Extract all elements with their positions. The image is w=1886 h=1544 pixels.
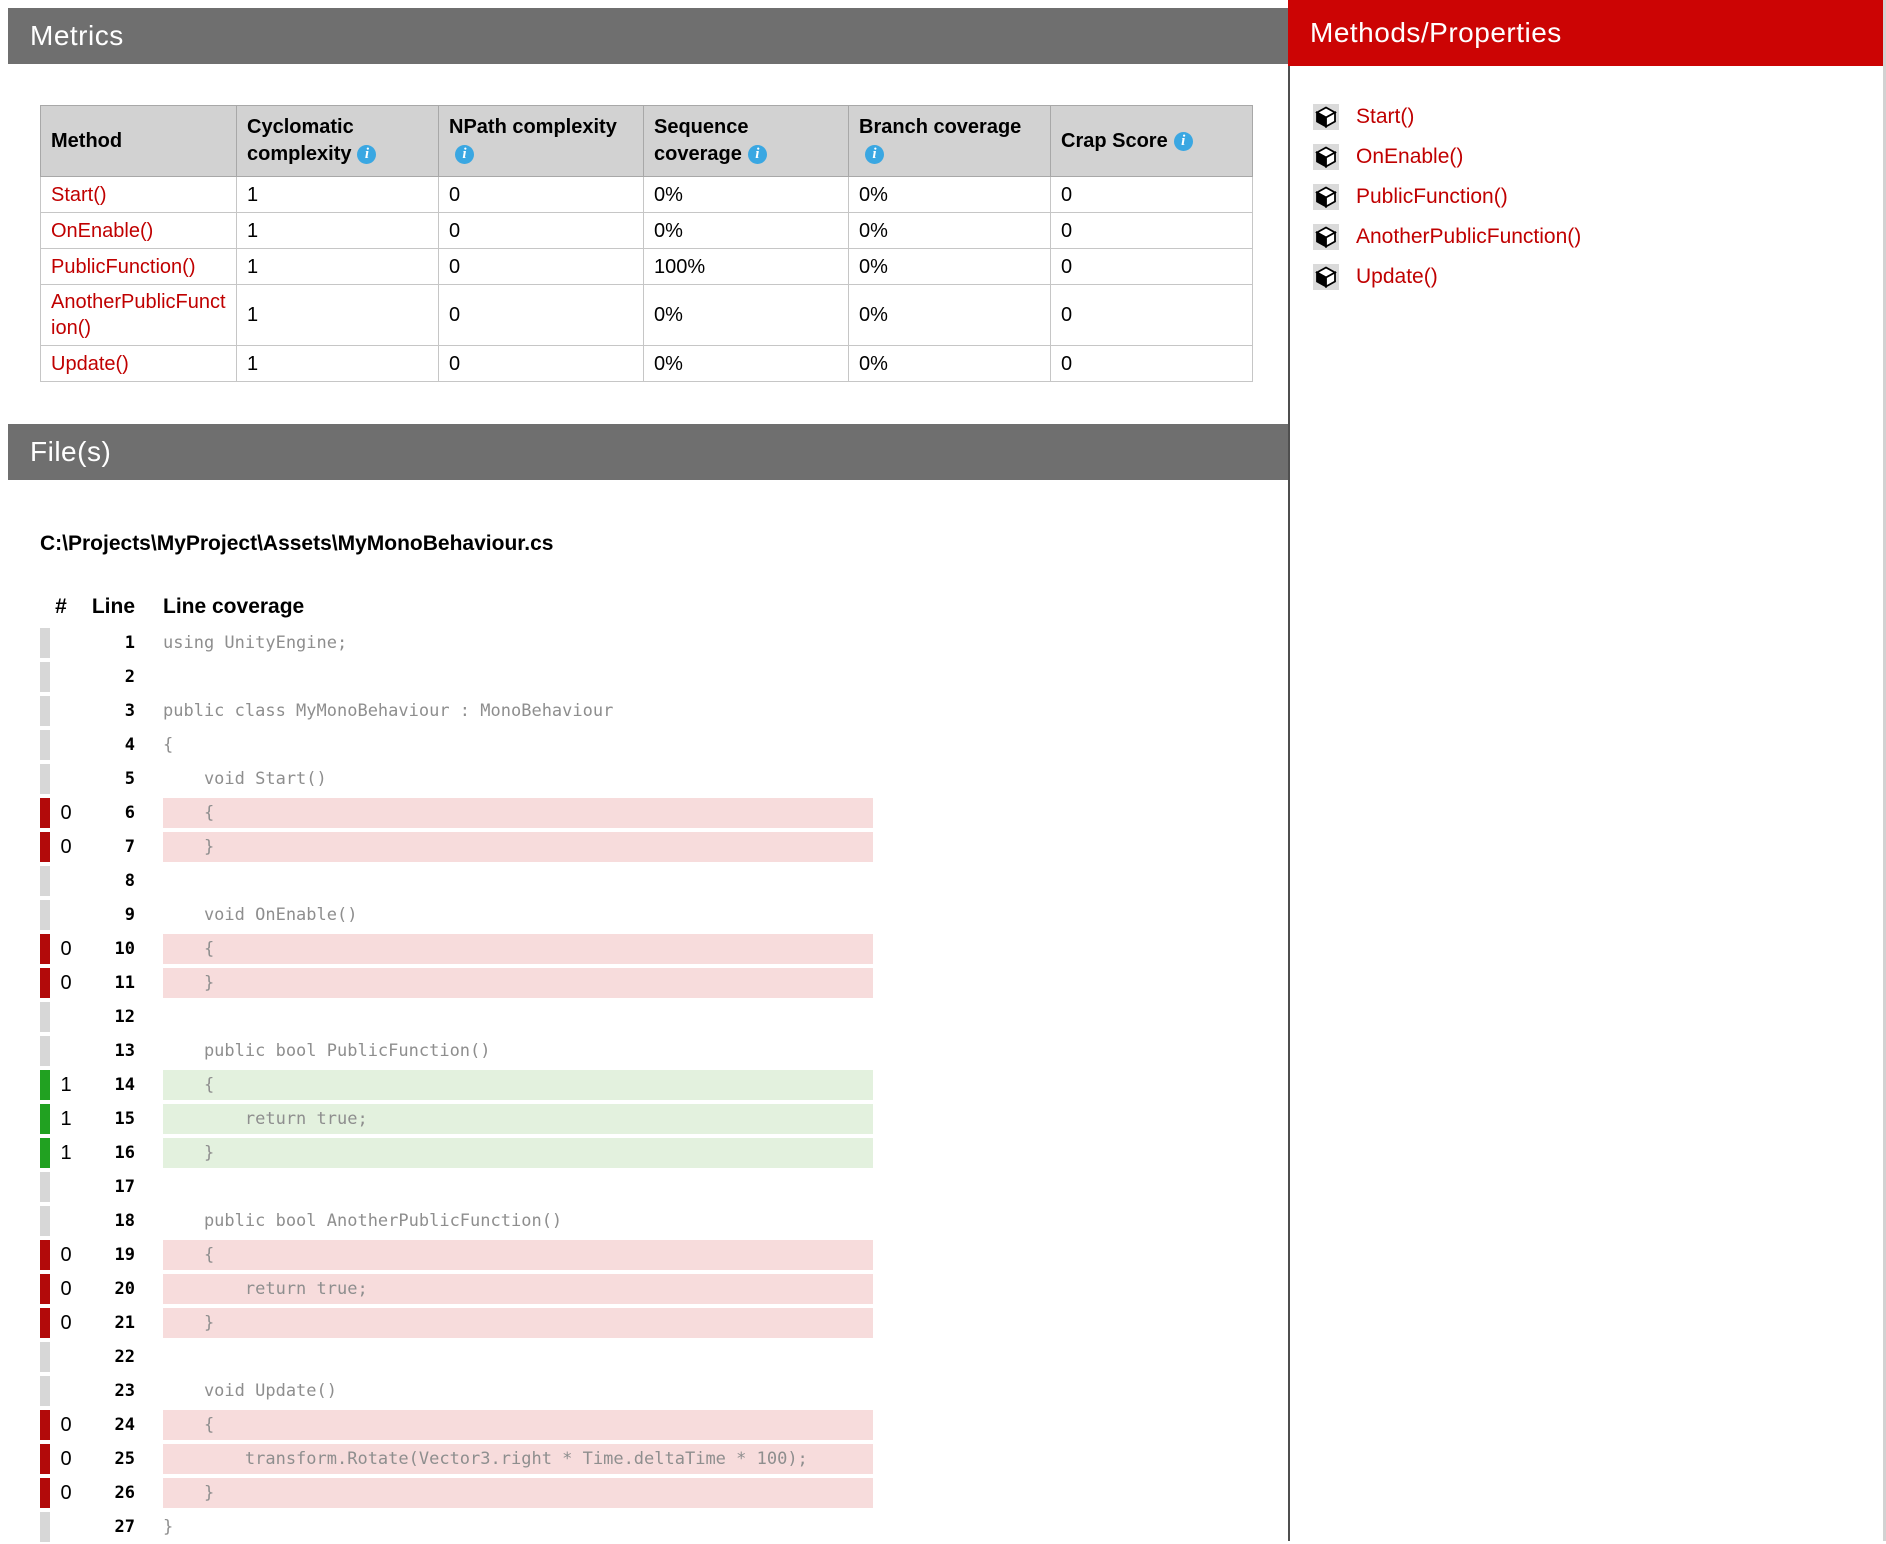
method-link[interactable]: AnotherPublicFunction()	[51, 291, 226, 339]
method-cube-icon	[1313, 144, 1339, 170]
code-line-row	[40, 932, 1288, 966]
code-line-row	[40, 660, 1288, 694]
code-text: public bool AnotherPublicFunction()	[163, 1211, 563, 1231]
line-number: 4	[124, 735, 135, 755]
metric-value: 0	[1051, 177, 1253, 213]
metric-value: 0%	[849, 249, 1051, 285]
code-line-row	[40, 1442, 1288, 1476]
method-cube-icon	[1313, 184, 1339, 210]
metrics-column-label: NPath complexity	[449, 116, 617, 138]
metrics-row	[41, 213, 1253, 249]
metric-value: 0	[1051, 285, 1253, 346]
sidebar-method-link[interactable]: OnEnable()	[1356, 145, 1464, 168]
code-text	[163, 1172, 873, 1202]
line-number: 27	[114, 1517, 135, 1537]
metric-value: 0	[439, 177, 644, 213]
metrics-table-body	[41, 177, 1253, 382]
code-text: }	[163, 832, 873, 862]
metrics-column-label: Method	[51, 129, 123, 152]
metric-value: 0	[439, 346, 644, 382]
code-text: using UnityEngine;	[163, 633, 348, 653]
code-text: {	[163, 735, 174, 755]
line-number: 2	[124, 667, 135, 687]
metric-value: 100%	[644, 249, 849, 285]
method-link[interactable]: OnEnable()	[51, 219, 154, 242]
code-line-row	[40, 1170, 1288, 1204]
code-line-row	[40, 1068, 1288, 1102]
metrics-row	[41, 177, 1253, 213]
line-number: 9	[124, 905, 135, 925]
code-text: {	[163, 1070, 873, 1100]
line-number: 21	[114, 1313, 135, 1333]
metrics-column-label: Crap Score	[1061, 129, 1168, 152]
coverage-indicator-bar	[40, 1478, 50, 1508]
metrics-column-header	[644, 106, 849, 177]
metrics-row	[41, 285, 1253, 346]
method-cell	[41, 177, 237, 213]
metrics-column-header	[237, 106, 439, 177]
code-text: transform.Rotate(Vector3.right * Time.deltaTime * 100);	[163, 1444, 873, 1474]
line-number: 5	[124, 769, 135, 789]
metric-value: 0%	[644, 213, 849, 249]
line-hit-count: 0	[60, 1481, 72, 1504]
metrics-section-title: Metrics	[30, 20, 124, 51]
line-number: 18	[114, 1211, 135, 1231]
coverage-indicator-bar	[40, 764, 50, 794]
line-hit-count: 1	[60, 1107, 72, 1130]
code-header-hits: #	[55, 595, 67, 618]
coverage-indicator-bar	[40, 1104, 50, 1134]
code-text: return true;	[163, 1104, 873, 1134]
line-hit-count: 0	[60, 937, 72, 960]
coverage-indicator-bar	[40, 900, 50, 930]
code-text	[163, 866, 873, 896]
method-cell	[41, 249, 237, 285]
coverage-indicator-bar	[40, 730, 50, 760]
code-text: public bool PublicFunction()	[163, 1041, 491, 1061]
code-line-row	[40, 762, 1288, 796]
sidebar-method-link[interactable]: Update()	[1356, 265, 1438, 288]
code-line-row	[40, 626, 1288, 660]
sidebar	[1288, 0, 1883, 297]
code-line-row	[40, 1476, 1288, 1510]
code-line-row	[40, 1510, 1288, 1544]
metrics-section-header	[8, 8, 1288, 64]
line-hit-count: 0	[60, 1277, 72, 1300]
metric-value: 0%	[849, 213, 1051, 249]
metrics-column-header	[849, 106, 1051, 177]
code-line-row	[40, 898, 1288, 932]
line-number: 8	[124, 871, 135, 891]
info-icon[interactable]: i	[748, 145, 767, 164]
metrics-column-header	[41, 106, 237, 177]
metric-value: 0%	[644, 346, 849, 382]
code-line-row	[40, 1102, 1288, 1136]
code-header-coverage: Line coverage	[163, 595, 305, 618]
code-text	[163, 662, 873, 692]
line-hit-count: 0	[60, 1413, 72, 1436]
coverage-indicator-bar	[40, 1036, 50, 1066]
line-hit-count: 0	[60, 1311, 72, 1334]
metric-value: 0	[1051, 346, 1253, 382]
sidebar-method-link[interactable]: AnotherPublicFunction()	[1356, 225, 1582, 248]
metrics-column-label: Sequence coverage	[654, 116, 749, 165]
metrics-row	[41, 346, 1253, 382]
coverage-indicator-bar	[40, 1070, 50, 1100]
coverage-indicator-bar	[40, 1444, 50, 1474]
code-text: public class MyMonoBehaviour : MonoBehaviour	[163, 701, 614, 721]
coverage-indicator-bar	[40, 662, 50, 692]
coverage-indicator-bar	[40, 628, 50, 658]
method-cell	[41, 346, 237, 382]
line-hit-count: 0	[60, 801, 72, 824]
code-line-row	[40, 1238, 1288, 1272]
methods-list-item	[1313, 97, 1883, 137]
code-line-row	[40, 1204, 1288, 1238]
method-cell	[41, 285, 237, 346]
metrics-row	[41, 249, 1253, 285]
coverage-indicator-bar	[40, 1308, 50, 1338]
metric-value: 0%	[849, 177, 1051, 213]
coverage-indicator-bar	[40, 1274, 50, 1304]
metric-value: 1	[237, 346, 439, 382]
line-number: 26	[114, 1483, 135, 1503]
method-cube-icon	[1313, 104, 1339, 130]
sidebar-header	[1288, 0, 1883, 66]
coverage-indicator-bar	[40, 866, 50, 896]
code-text: void Start()	[163, 769, 327, 789]
methods-list-item	[1313, 177, 1883, 217]
line-number: 17	[114, 1177, 135, 1197]
code-line-row	[40, 1136, 1288, 1170]
line-number: 7	[124, 837, 135, 857]
coverage-indicator-bar	[40, 934, 50, 964]
line-number: 22	[114, 1347, 135, 1367]
coverage-indicator-bar	[40, 1002, 50, 1032]
metric-value: 0%	[644, 177, 849, 213]
coverage-indicator-bar	[40, 1138, 50, 1168]
info-icon[interactable]: i	[1174, 132, 1193, 151]
info-icon[interactable]: i	[865, 145, 884, 164]
metric-value: 0	[439, 249, 644, 285]
line-number: 16	[114, 1143, 135, 1163]
metrics-table	[40, 105, 1253, 382]
file-path: C:\Projects\MyProject\Assets\MyMonoBehaviour.cs	[40, 532, 554, 555]
code-text: void Update()	[163, 1381, 337, 1401]
coverage-indicator-bar	[40, 1342, 50, 1372]
code-text: }	[163, 968, 873, 998]
code-line-row	[40, 1374, 1288, 1408]
metric-value: 0	[439, 285, 644, 346]
code-line-row	[40, 966, 1288, 1000]
code-line-row	[40, 694, 1288, 728]
code-text: {	[163, 1410, 873, 1440]
code-text: {	[163, 934, 873, 964]
code-header-line: Line	[91, 595, 135, 618]
method-cube-icon	[1313, 264, 1339, 290]
metric-value: 1	[237, 285, 439, 346]
line-number: 15	[114, 1109, 135, 1129]
code-text: }	[163, 1308, 873, 1338]
code-line-row	[40, 830, 1288, 864]
coverage-indicator-bar	[40, 968, 50, 998]
code-text: }	[163, 1478, 873, 1508]
coverage-indicator-bar	[40, 832, 50, 862]
code-line-row	[40, 796, 1288, 830]
methods-list	[1313, 97, 1883, 297]
line-number: 23	[114, 1381, 135, 1401]
line-hit-count: 1	[60, 1141, 72, 1164]
coverage-indicator-bar	[40, 696, 50, 726]
files-section-header	[8, 424, 1288, 480]
code-line-row	[40, 1034, 1288, 1068]
method-link[interactable]: Start()	[51, 183, 107, 206]
code-line-row	[40, 728, 1288, 762]
code-line-row	[40, 1340, 1288, 1374]
metrics-column-header	[439, 106, 644, 177]
code-lines	[40, 626, 1288, 1544]
metric-value: 0	[1051, 249, 1253, 285]
code-table-header	[40, 592, 1288, 622]
method-cell	[41, 213, 237, 249]
line-number: 14	[114, 1075, 135, 1095]
line-number: 1	[124, 633, 135, 653]
line-hit-count: 0	[60, 835, 72, 858]
line-hit-count: 0	[60, 1447, 72, 1470]
line-number: 13	[114, 1041, 135, 1061]
coverage-indicator-bar	[40, 1512, 50, 1542]
code-text: }	[163, 1138, 873, 1168]
line-number: 11	[114, 973, 135, 993]
method-link[interactable]: Update()	[51, 352, 129, 375]
line-number: 12	[114, 1007, 135, 1027]
coverage-indicator-bar	[40, 1172, 50, 1202]
sidebar-method-link[interactable]: PublicFunction()	[1356, 185, 1508, 208]
metric-value: 1	[237, 249, 439, 285]
code-line-row	[40, 864, 1288, 898]
methods-list-item	[1313, 257, 1883, 297]
line-hit-count: 0	[60, 1243, 72, 1266]
metric-value: 0	[439, 213, 644, 249]
info-icon[interactable]: i	[357, 145, 376, 164]
code-text: }	[163, 1517, 174, 1537]
coverage-indicator-bar	[40, 1376, 50, 1406]
line-number: 20	[114, 1279, 135, 1299]
metric-value: 1	[237, 177, 439, 213]
code-text: return true;	[163, 1274, 873, 1304]
line-number: 24	[114, 1415, 135, 1435]
line-hit-count: 1	[60, 1073, 72, 1096]
code-text: {	[163, 1240, 873, 1270]
metrics-column-label: Branch coverage	[859, 116, 1022, 138]
code-line-row	[40, 1000, 1288, 1034]
line-hit-count: 0	[60, 971, 72, 994]
coverage-indicator-bar	[40, 1206, 50, 1236]
sidebar-method-link[interactable]: Start()	[1356, 105, 1415, 128]
metric-value: 0	[1051, 213, 1253, 249]
code-line-row	[40, 1306, 1288, 1340]
line-number: 6	[124, 803, 135, 823]
code-text: {	[163, 798, 873, 828]
method-link[interactable]: PublicFunction()	[51, 255, 196, 278]
line-number: 10	[114, 939, 135, 959]
main-column	[8, 8, 1288, 1544]
line-number: 25	[114, 1449, 135, 1469]
metrics-column-label: Cyclomatic complexity	[247, 116, 354, 165]
coverage-indicator-bar	[40, 798, 50, 828]
coverage-indicator-bar	[40, 1240, 50, 1270]
metric-value: 1	[237, 213, 439, 249]
code-line-row	[40, 1272, 1288, 1306]
code-line-row	[40, 1408, 1288, 1442]
code-text	[163, 1342, 873, 1372]
sidebar-title: Methods/Properties	[1310, 17, 1562, 48]
method-cube-icon	[1313, 224, 1339, 250]
metrics-header-row	[41, 106, 1253, 177]
metric-value: 0%	[644, 285, 849, 346]
methods-list-item	[1313, 217, 1883, 257]
code-text	[163, 1002, 873, 1032]
coverage-indicator-bar	[40, 1410, 50, 1440]
metric-value: 0%	[849, 346, 1051, 382]
line-number: 3	[124, 701, 135, 721]
code-text: void OnEnable()	[163, 905, 358, 925]
info-icon[interactable]: i	[455, 145, 474, 164]
files-section-title: File(s)	[30, 436, 112, 467]
metrics-column-header	[1051, 106, 1253, 177]
line-number: 19	[114, 1245, 135, 1265]
metric-value: 0%	[849, 285, 1051, 346]
methods-list-item	[1313, 137, 1883, 177]
